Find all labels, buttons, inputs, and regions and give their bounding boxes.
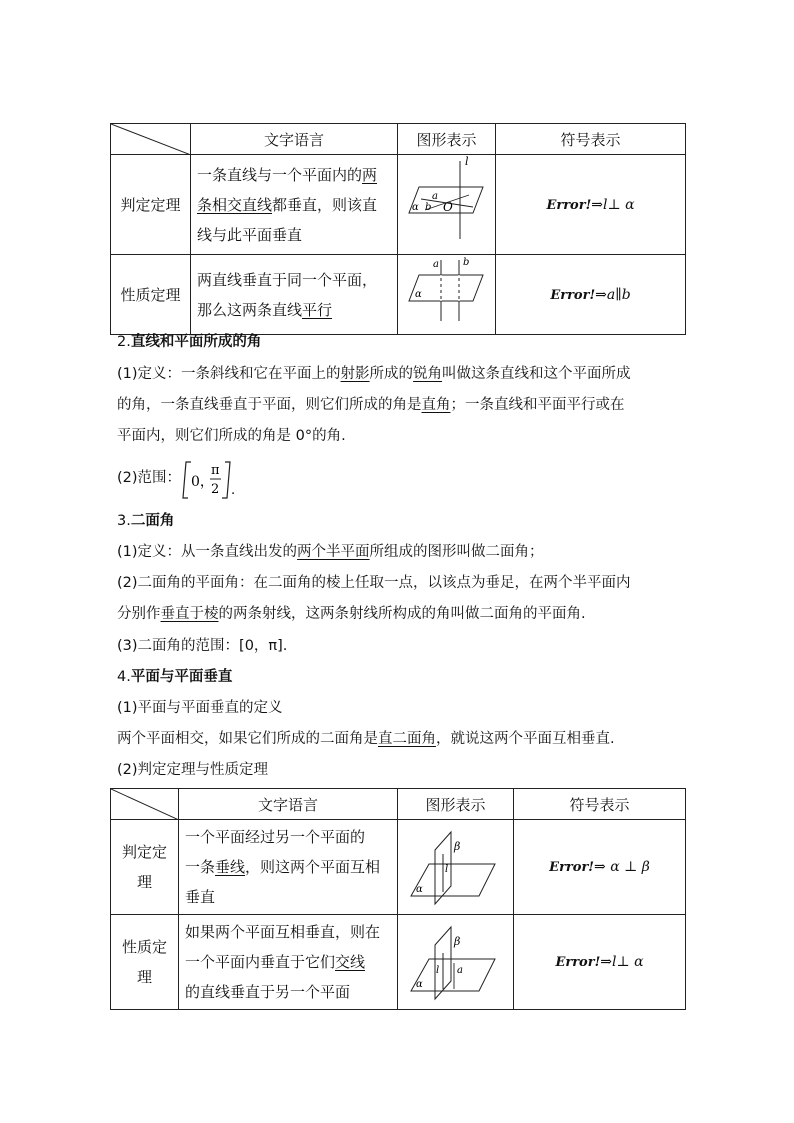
table2-row2-symbol: Error!⇒l⊥ α — [514, 915, 686, 1010]
diagonal-line — [111, 124, 191, 155]
svg-text:β: β — [453, 840, 460, 853]
table1-corner-cell — [111, 124, 191, 155]
svg-text:π: π — [211, 463, 220, 478]
text-line: 如果两个平面互相垂直，则在 — [185, 923, 381, 941]
svg-text:α: α — [414, 289, 422, 300]
theorem-table-line-plane — [110, 123, 686, 335]
table2-row1-figure — [398, 820, 514, 915]
table2-row1-text — [179, 820, 398, 915]
table2-row2-figure — [398, 915, 514, 1010]
section3-heading: 3.二面角 — [117, 513, 175, 529]
diagonal-line — [111, 789, 179, 820]
section4-line3: (2)判定定理与性质定理 — [117, 762, 269, 778]
text-line: 一条垂线，则这两个平面互相 — [185, 858, 381, 876]
plane-plane-property-diagram — [399, 915, 513, 1005]
section2-definition-line1: (1)定义：一条斜线和它在平面上的射影所成的锐角叫做这条直线和这个平面所成 — [117, 366, 631, 382]
text-line: 条相交直线都垂直，则该直 — [197, 195, 378, 214]
svg-text:0，: 0， — [191, 474, 214, 490]
text-line: 一条直线与一个平面内的两 — [197, 165, 378, 184]
svg-text:O: O — [442, 200, 453, 214]
table2-header-text: 文字语言 — [179, 789, 398, 820]
section3-line4: (3)二面角的范围：[0，π]. — [117, 638, 288, 654]
table2-header-figure: 图形表示 — [398, 789, 514, 820]
section4-line1: (1)平面与平面垂直的定义 — [117, 700, 283, 716]
svg-text:l: l — [444, 864, 448, 875]
table1-row1-figure — [398, 155, 496, 255]
text-line: 线与此平面垂直 — [197, 225, 303, 244]
svg-text:β: β — [453, 935, 460, 948]
table1-header-figure: 图形表示 — [398, 124, 496, 155]
theorem-table-plane-plane — [110, 788, 686, 1010]
section4-line2: 两个平面相交，如果它们所成的二面角是直二面角，就说这两个平面互相垂直. — [117, 731, 615, 747]
svg-text:α: α — [415, 979, 423, 990]
table1-row2-text — [191, 255, 398, 335]
svg-text:l: l — [464, 155, 469, 168]
table2-row1-symbol: Error!⇒ α ⊥ β — [514, 820, 686, 915]
plane-plane-judgment-diagram — [399, 820, 513, 910]
svg-text:2: 2 — [211, 482, 220, 497]
svg-text:a: a — [432, 259, 439, 270]
text-line: 那么这两条直线平行 — [197, 300, 333, 319]
section3-line3: 分别作垂直于棱的两条射线，这两条射线所构成的角叫做二面角的平面角. — [117, 606, 586, 622]
document-page: 文字语言 图形表示 符号表示 判定定理 一条直线与一个平面内的两 条相交直线都垂直，则该直 线与此平面垂直 l a α b O Error!⇒l⊥ α 性质定理 两直线垂直于同一个平面， 那么这两条直线平行 a b α Error!⇒a∥b 2.直线和平面所成的角 (1)定义：一条斜线和它在平面上的射影所成的锐角叫做这条直线和这个平面所成 的角，一条直线垂直于平面，则它们所成的角是直角；一条直线和平面平行或在 平面内，则它们所成的角是 0°的角. (2)范围： 0， π 2 . 3.二面角 (1)定义：从一条直线出发的两个半平面所组成的图形叫做二面角； (2)二面角的平面角：在二面角的棱上任取一点，以该点为垂足，在两个半平面内 分别作垂直于棱的两条射线，这两条射线所构成的角叫做二面角的平面角. (3)二面角的范围：[0，π]. 4.平面与平面垂直 (1)平面与平面垂直的定义 两个平面相交，如果它们所成的二面角是直二面角，就说这两个平面互相垂直. (2)判定定理与性质定理 文字语言 图形表示 符号表示 判定定 理 一个平面经过另一个平面的 一条垂线，则这两个平面互相 垂直 β l α Error!⇒ α ⊥ β 性质定 理 如果两个平面互相垂直，则在 一个平面内垂直于它们交线 的直线垂直于另一个平面 β l a α Error!⇒l⊥ α — [0, 0, 794, 1123]
svg-text:b: b — [462, 257, 469, 268]
table1-row2-symbol: Error!⇒a∥b — [496, 255, 686, 335]
svg-text:b: b — [424, 202, 431, 213]
section3-line1: (1)定义：从一条直线出发的两个半平面所组成的图形叫做二面角； — [117, 544, 544, 560]
table1-row2-label: 性质定理 — [111, 255, 191, 335]
range-interval-formula — [181, 458, 241, 502]
line-plane-perpendicular-diagram — [399, 155, 495, 250]
svg-text:α: α — [415, 884, 423, 895]
parallel-lines-plane-diagram — [399, 255, 495, 330]
section2-definition-line3: 平面内，则它们所成的角是 0°的角. — [117, 428, 346, 444]
table1-header-symbol: 符号表示 — [496, 124, 686, 155]
table1-row2-figure — [398, 255, 496, 335]
text-line: 一个平面内垂直于它们交线 — [185, 953, 366, 971]
text-line: 一个平面经过另一个平面的 — [185, 828, 366, 846]
svg-text:.: . — [231, 483, 236, 498]
table2-corner-cell — [111, 789, 179, 820]
svg-text:a: a — [431, 191, 438, 202]
section4-heading: 4.平面与平面垂直 — [117, 669, 233, 685]
table1-row1-symbol: Error!⇒l⊥ α — [496, 155, 686, 255]
table2-row2-label: 性质定 理 — [111, 915, 179, 1010]
text-line: 的直线垂直于另一个平面 — [185, 983, 351, 1001]
table1-header-text: 文字语言 — [191, 124, 398, 155]
svg-text:α: α — [411, 202, 419, 213]
table2-header-symbol: 符号表示 — [514, 789, 686, 820]
table2-row1-label: 判定定 理 — [111, 820, 179, 915]
table1-row1-text — [191, 155, 398, 255]
svg-text:a: a — [456, 965, 463, 976]
text-line: 两直线垂直于同一个平面， — [197, 270, 378, 289]
table2-row2-text — [179, 915, 398, 1010]
section2-definition-line2: 的角，一条直线垂直于平面，则它们所成的角是直角；一条直线和平面平行或在 — [117, 397, 625, 413]
text-line: 垂直 — [185, 888, 216, 906]
table1-row1-label: 判定定理 — [111, 155, 191, 255]
section3-line2: (2)二面角的平面角：在二面角的棱上任取一点，以该点为垂足，在两个半平面内 — [117, 575, 631, 591]
section2-heading: 2.直线和平面所成的角 — [117, 334, 262, 350]
svg-text:l: l — [435, 965, 439, 976]
